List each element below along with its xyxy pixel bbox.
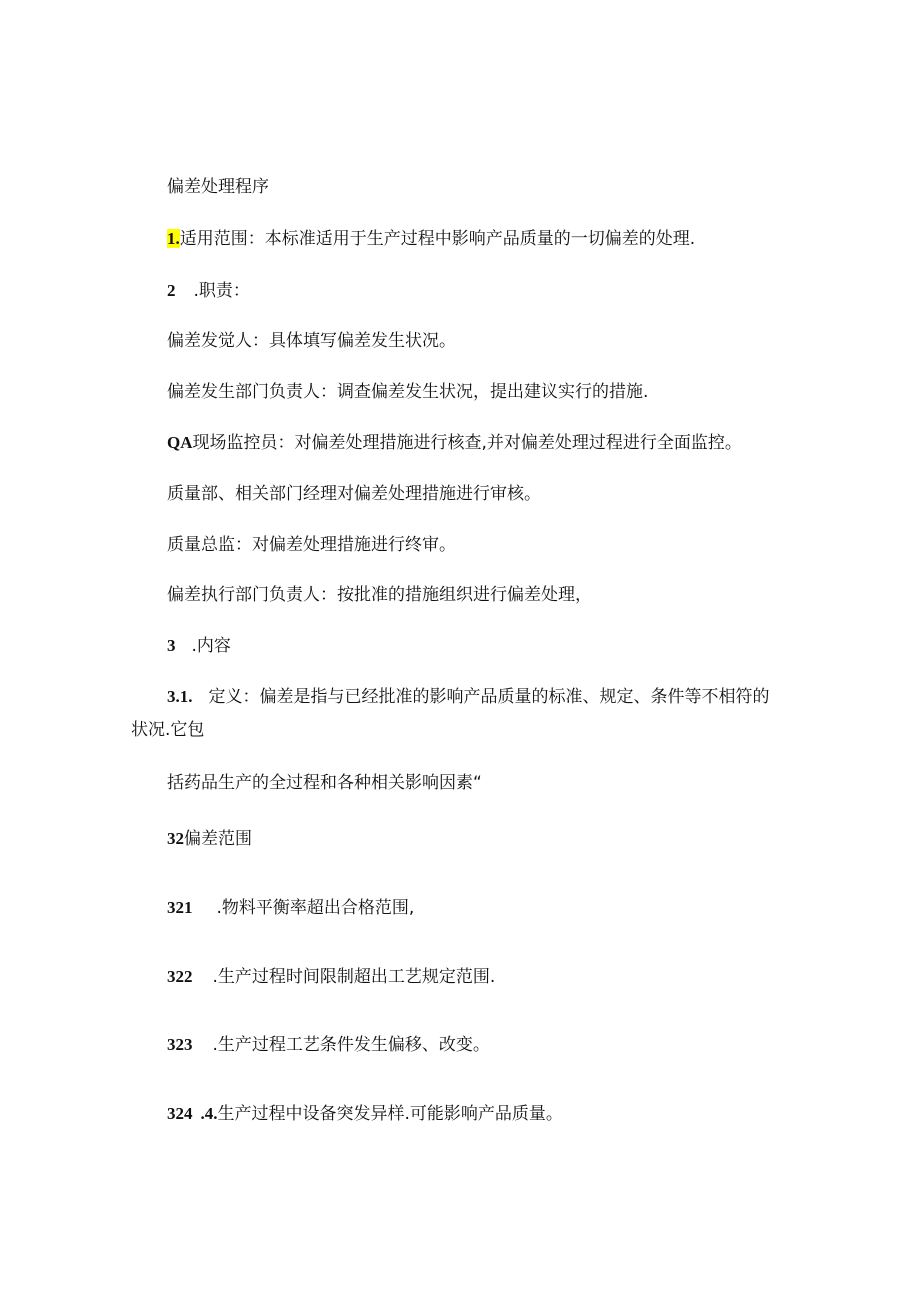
item-text: .生产过程工艺条件发生偏移、改变。	[212, 1035, 490, 1055]
section-number: 32	[167, 829, 184, 848]
responsibility-item	[167, 534, 456, 556]
item-text: .生产过程时间限制超出工艺规定范围.	[212, 967, 496, 987]
section-text: 定义：偏差是指与已经批准的影响产品质量的标准、规定、条件等不相符的	[208, 687, 770, 707]
section-text-wrap: 状况.它包	[131, 720, 205, 740]
range-item	[167, 1034, 490, 1056]
section-number: 1.	[167, 229, 180, 248]
section-number: 3	[167, 636, 176, 655]
responsibility-item	[167, 432, 742, 454]
responsibility-text: 偏差发生部门负责人：调查偏差发生状况，提出建议实行的措施.	[167, 382, 649, 402]
section-3-1-wrap	[131, 719, 204, 741]
section-3-1	[167, 686, 770, 708]
item-number: 321	[167, 898, 193, 917]
section-3	[167, 635, 231, 657]
item-subnumber: .4.	[200, 1104, 218, 1123]
section-number: 3.1.	[167, 687, 193, 706]
section-text: 偏差范围	[184, 829, 252, 849]
section-text-continued: 括药品生产的全过程和各种相关影响因素“	[167, 773, 482, 793]
qa-prefix: QA	[167, 433, 193, 452]
responsibility-item	[167, 584, 592, 606]
section-number: 2	[167, 281, 176, 300]
responsibility-text: 偏差执行部门负责人：按批准的措施组织进行偏差处理，	[167, 585, 592, 605]
range-item	[167, 966, 495, 988]
section-1	[167, 228, 695, 250]
responsibility-text: 现场监控员：对偏差处理措施进行核查,并对偏差处理过程进行全面监控。	[192, 433, 742, 453]
document-title	[167, 176, 269, 198]
section-text: .内容	[191, 636, 231, 656]
item-number: 323	[167, 1035, 193, 1054]
section-3-2	[167, 828, 252, 850]
responsibility-text: 质量总监：对偏差处理措施进行终审。	[167, 535, 456, 555]
responsibility-item	[167, 381, 648, 403]
item-text: 生产过程中设备突发异样.可能影响产品质量。	[217, 1104, 563, 1124]
item-text: .物料平衡率超出合格范围,	[216, 898, 415, 918]
title-text: 偏差处理程序	[167, 177, 269, 197]
section-3-1-cont	[167, 772, 482, 794]
responsibility-item	[167, 330, 456, 352]
section-2	[167, 280, 250, 302]
responsibility-text: 质量部、相关部门经理对偏差处理措施进行审核。	[167, 484, 541, 504]
section-text: 适用范围：本标准适用于生产过程中影响产品质量的一切偏差的处理.	[179, 229, 696, 249]
item-number: 322	[167, 967, 193, 986]
responsibility-text: 偏差发觉人：具体填写偏差发生状况。	[167, 331, 456, 351]
range-item	[167, 1103, 563, 1125]
item-number: 324	[167, 1104, 193, 1123]
responsibility-item	[167, 483, 541, 505]
section-text: .职责：	[193, 281, 250, 301]
range-item	[167, 897, 414, 919]
